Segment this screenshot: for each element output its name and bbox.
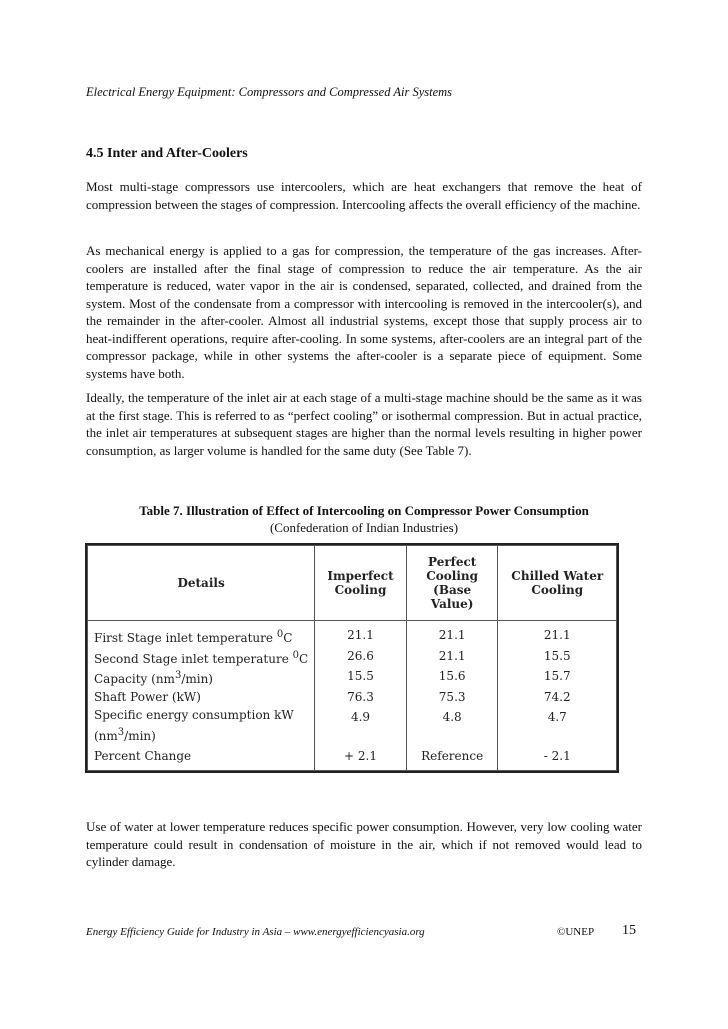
details-column bbox=[88, 621, 315, 771]
header-chilled-water-cooling: Chilled Water Cooling bbox=[498, 546, 617, 621]
header-perfect-cooling: Perfect Cooling (Base Value) bbox=[406, 546, 498, 621]
imperfect-value: 4.9 bbox=[350, 710, 371, 724]
imperfect-value: 21.1 bbox=[347, 628, 374, 642]
imperfect-value: 15.5 bbox=[347, 669, 374, 683]
section-title: 4.5 Inter and After-Coolers bbox=[86, 146, 248, 161]
header-details: Details bbox=[88, 546, 315, 621]
imperfect-value: + 2.1 bbox=[344, 749, 377, 763]
detail-second-stage: Second Stage inlet temperature $^0$C bbox=[94, 649, 309, 666]
detail-first-stage: First Stage inlet temperature $^0$C bbox=[94, 629, 293, 645]
table-title: Table 7. Illustration of Effect of Intercooling on Compressor Power Consumption bbox=[139, 503, 589, 518]
paragraph-aftercoolers: As mechanical energy is applied to a gas for compression, the temperature of the gas increases. After-coolers are installed after the final stage of compression to reduce the air temperature. As the air temperature is reduced, water vapor in the air is condensed, separated, collected, and drained from the system. Most of the condensate from a compressor with intercooling is removed in the intercooler(s), and the remainder in the after-cooler. Almost all industrial systems, except those that supply process air to heat-indifferent operations, require after-cooling. In some systems, after-coolers are an integral part of the compressor package, while in other systems the after-cooler is a separate piece of equipment. Some systems have both. bbox=[86, 243, 642, 381]
perfect-value: 4.8 bbox=[442, 710, 462, 724]
paragraph-water-temperature: Use of water at lower temperature reduces specific power consumption. However, very low cooling water temperature could result in condensation of moisture in the air, which if not removed would lead to cylinder damage. bbox=[86, 819, 642, 869]
page-footer bbox=[86, 923, 642, 938]
perfect-value: 21.1 bbox=[438, 628, 466, 642]
chilled-value: 21.1 bbox=[543, 628, 571, 642]
table-caption bbox=[86, 502, 642, 536]
perfect-value: 15.6 bbox=[438, 669, 466, 683]
table-header-row bbox=[88, 546, 617, 621]
perfect-column bbox=[406, 621, 498, 771]
imperfect-column bbox=[315, 621, 407, 771]
chilled-value: 4.7 bbox=[547, 710, 567, 724]
chilled-value: 74.2 bbox=[543, 689, 571, 704]
running-header: Electrical Energy Equipment: Compressors and Compressed Air Systems bbox=[86, 85, 453, 99]
detail-percent-change: Percent Change bbox=[94, 749, 192, 763]
table-source: (Confederation of Indian Industries) bbox=[269, 520, 459, 535]
chilled-column bbox=[498, 621, 617, 771]
paragraph-intercoolers: Most multi-stage compressors use intercoolers, which are heat exchangers that remove the heat of compression between the stages of compression. Intercooling affects the overall efficiency of the machine. bbox=[86, 179, 642, 212]
detail-capacity: Capacity $(nm^3/\min)$ bbox=[94, 670, 213, 686]
intercooling-table bbox=[85, 543, 619, 773]
perfect-value: 21.1 bbox=[438, 648, 466, 663]
perfect-value: Reference bbox=[421, 749, 484, 763]
chilled-value: 15.7 bbox=[543, 669, 571, 683]
table-body-row bbox=[88, 621, 617, 771]
detail-shaft-power: Shaft Power (kW) bbox=[94, 689, 201, 704]
footer-text: Energy Efficiency Guide for Industry in Asia – www.energyefficiencyasia.org bbox=[86, 926, 425, 938]
detail-specific-energy: Specific energy consumption kW $(nm^3/\min)$ bbox=[94, 708, 294, 743]
imperfect-value: 76.3 bbox=[347, 689, 374, 704]
chilled-value: 15.5 bbox=[543, 648, 571, 663]
chilled-value: - 2.1 bbox=[543, 749, 571, 763]
imperfect-value: 26.6 bbox=[347, 648, 374, 663]
paragraph-perfect-cooling: Ideally, the temperature of the inlet air at each stage of a multi-stage machine should be the same as it was at the first stage. This is referred to as “perfect cooling” or isothermal compression. But in actual practice, the inlet air temperatures at subsequent stages are higher than the normal levels resulting in higher power consumption, as larger volume is handled for the same duty (See Table 7). bbox=[86, 390, 642, 458]
page-number: 15 bbox=[622, 923, 636, 938]
header-imperfect-cooling: Imperfect Cooling bbox=[315, 546, 407, 621]
footer-copyright: ©UNEP bbox=[557, 926, 595, 938]
perfect-value: 75.3 bbox=[438, 689, 466, 704]
